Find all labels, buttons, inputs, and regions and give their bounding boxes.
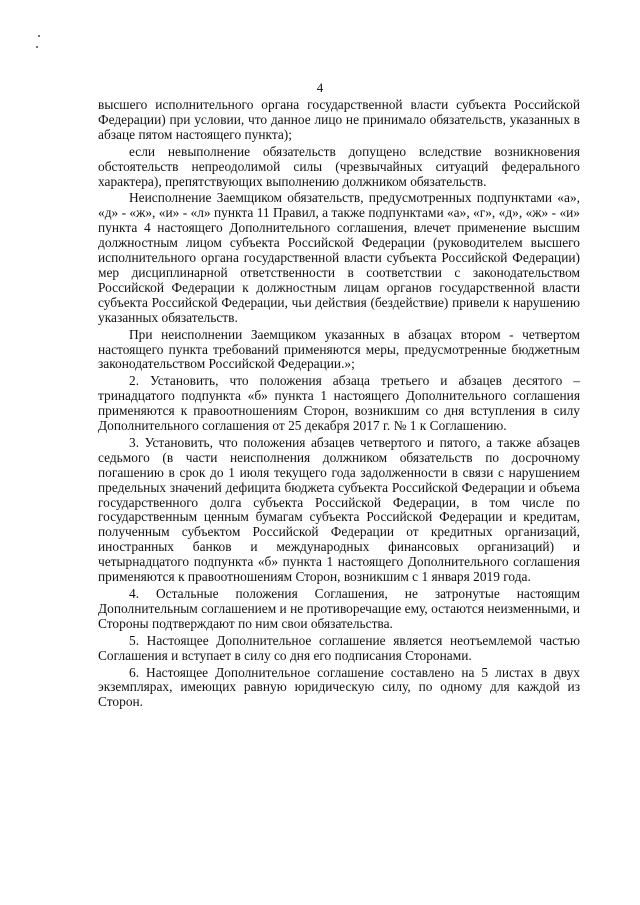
paragraph-6: 3. Установить, что положения абзацев четвертого и пятого, а также абзацев седьмого (в части неисполнения должником обязательств по досрочному погашению в срок до 1 июля текущего года задолженности в связи с нарушением предельных значений дефицита бюджета субъекта Российской Федерации и объема государственного долга субъекта Российской Федерации, в том числе по государственным ценным бумагам субъекта Российской Федерации и кредитам, полученным субъектом Российской Федерации от кредитных организаций, иностранных банков и международных финансовых организаций) и четырнадцатого подпункта «б» пункта 1 настоящего Дополнительного соглашения применяются к правоотношениям Сторон, возникшим с 1 января 2019 года. bbox=[98, 434, 580, 585]
paragraph-4: При неисполнении Заемщиком указанных в абзацах втором - четвертом настоящего пункта требований применяются меры, предусмотренные бюджетным законодательством Российской Федерации.»; bbox=[98, 326, 580, 372]
paragraph-2: если невыполнение обязательств допущено вследствие возникновения обстоятельств непреодолимой силы (чрезвычайных ситуаций федерального характера), препятствующих выполнению должником обязательств. bbox=[98, 143, 580, 189]
scan-speck bbox=[38, 35, 40, 37]
document-body bbox=[98, 98, 580, 712]
paragraph-7: 4. Остальные положения Соглашения, не затронутые настоящим Дополнительным соглашением и не противоречащие ему, остаются неизменными, и Стороны подтверждают по ним свои обязательства. bbox=[98, 586, 580, 631]
page-number: 4 bbox=[316, 80, 324, 95]
paragraph-1: высшего исполнительного органа государственной власти субъекта Российской Федерации) при условии, что данное лицо не принимало обязательств, указанных в абзаце пятом настоящего пункта); bbox=[98, 97, 580, 142]
paragraph-9: 6. Настоящее Дополнительное соглашение составлено на 5 листах в двух экземплярах, имеющих равную юридическую силу, по одному для каждой из Сторон. bbox=[98, 664, 580, 710]
paragraph-8: 5. Настоящее Дополнительное соглашение является неотъемлемой частью Соглашения и вступает в силу со дня его подписания Сторонами. bbox=[98, 632, 580, 663]
paragraph-5: 2. Установить, что положения абзаца третьего и абзацев десятого – тринадцатого подпункта «б» пункта 1 настоящего Дополнительного соглашения применяются к правоотношениям Сторон, возникшим со дня вступления в силу Дополнительного соглашения от 25 декабря 2017 г. № 1 к Соглашению. bbox=[98, 373, 580, 434]
paragraph-3: Неисполнение Заемщиком обязательств, предусмотренных подпунктами «а», «д» - «ж», «и» - «л» пункта 11 Правил, а также подпунктами «а», «г», «д», «ж» - «и» пункта 4 настоящего Дополнительного соглашения, влечет применение высшим должностным лицом субъекта Российской Федерации (руководителем высшего исполнительного органа государственной власти субъекта Российской Федерации) мер дисциплинарной ответственности в соответствии с законодательством Российской Федерации к должностным лицам органов государственной власти субъекта Российской Федерации, чьи действия (бездействие) привели к нарушению указанных обязательств. bbox=[98, 190, 580, 325]
scan-speck bbox=[36, 46, 38, 48]
